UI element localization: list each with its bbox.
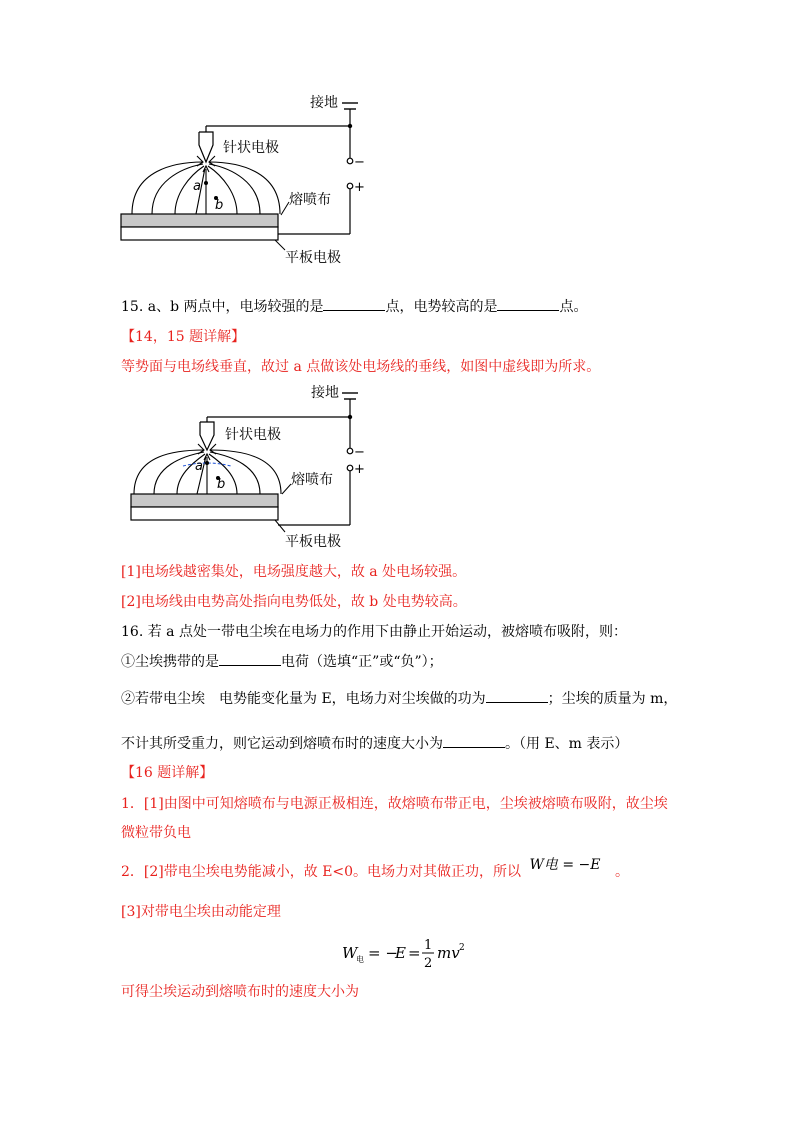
solution-16-line-4: [3]对带电尘埃由动能定理 [121, 904, 281, 920]
solution-14-15-heading: 【14，15 题详解】 [121, 329, 246, 345]
solution-16-line-3-b: 。 [614, 864, 629, 880]
cloth-label: 熔喷布 [289, 192, 331, 208]
point-b-label: b [215, 198, 224, 213]
work-energy-formula [340, 934, 500, 974]
electrode-diagram-1 [115, 90, 375, 270]
q15-text-3: 点。 [559, 299, 588, 315]
solution-14-15-intro: 等势面与电场线垂直，故过 a 点做该处电场线的垂线，如图中虚线即为所求。 [121, 359, 601, 375]
q16-p1-b: 电荷（选填“正”或“负”）； [281, 654, 443, 670]
point-b-label-2: b [217, 477, 226, 492]
q16-p3-a: 不计其所受重力，则它运动到熔喷布时的速度大小为 [121, 736, 443, 752]
svg-text:= −: = − [368, 944, 398, 962]
q16-p1-a: ①尘埃携带的是 [121, 654, 219, 670]
q15-number: 15. [121, 299, 144, 315]
solution-16-line-2: 微粒带负电 [121, 825, 191, 841]
ground-label: 接地 [310, 95, 338, 111]
solution-16-line-1: 1．[1]由图中可知熔喷布与电源正极相连，故熔喷布带正电，尘埃被熔喷布吸附，故尘埃 [121, 796, 668, 812]
svg-text:2: 2 [459, 943, 465, 953]
q16-p3-b: 。（用 E、m 表示） [505, 736, 629, 752]
plus-label: + [354, 180, 365, 195]
question-16-part-3 [121, 733, 628, 754]
q16-p2-a: ②若带电尘埃 电势能变化量为 E，电场力对尘埃做的功为 [121, 691, 486, 707]
blank-15-2[interactable] [497, 296, 559, 311]
solution-14-15-answer-2: [2]电场线由电势高处指向电势低处，故 b 处电势较高。 [121, 594, 467, 610]
minus-label-2: − [354, 445, 365, 460]
figure-top [115, 90, 375, 270]
svg-text:电: 电 [356, 955, 364, 964]
plus-label-2: + [354, 462, 365, 477]
solution-16-heading: 【16 题详解】 [121, 765, 214, 781]
needle-label: 针状电极 [223, 140, 279, 156]
figure-solution [125, 380, 385, 565]
blank-16-3[interactable] [443, 733, 505, 748]
electrode-diagram-2 [125, 380, 385, 565]
cloth-label-2: 熔喷布 [291, 472, 333, 488]
svg-text:mv: mv [437, 944, 460, 962]
needle-label-2: 针状电极 [225, 427, 281, 443]
q15-text-2: 点，电势较高的是 [385, 299, 498, 315]
point-a-label-2: a [195, 459, 203, 474]
question-16-part-1 [121, 651, 443, 672]
main-formula [340, 934, 500, 974]
question-16-part-2 [121, 688, 677, 709]
solution-16-line-5: 可得尘埃运动到熔喷布时的速度大小为 [121, 984, 359, 1000]
point-a-label: a [193, 179, 201, 194]
ground-label-2: 接地 [311, 385, 339, 401]
blank-16-2[interactable] [486, 688, 548, 703]
question-15 [121, 296, 587, 317]
question-16-stem: 16. 若 a 点处一带电尘埃在电场力的作用下由静止开始运动，被熔喷布吸附，则： [121, 624, 627, 640]
solution-16-line-3-a: 2．[2]带电尘埃电势能减小，故 E<0。电场力对其做正功，所以 [121, 864, 522, 880]
svg-text:1: 1 [424, 938, 433, 953]
plate-label: 平板电极 [285, 250, 341, 266]
inline-formula: W电 = −E [529, 857, 601, 873]
svg-text:2: 2 [424, 956, 433, 971]
solution-16-line-3 [121, 857, 629, 882]
blank-15-1[interactable] [323, 296, 385, 311]
svg-text:=: = [408, 944, 421, 962]
q15-text-1: a、b 两点中，电场较强的是 [147, 299, 324, 315]
q16-p2-b: ；尘埃的质量为 m， [547, 691, 678, 707]
svg-text:E: E [395, 944, 406, 962]
svg-text:W: W [342, 944, 358, 962]
minus-label: − [354, 155, 365, 170]
blank-16-1[interactable] [219, 651, 281, 666]
solution-14-15-answer-1: [1]电场线越密集处，电场强度越大，故 a 处电场较强。 [121, 564, 467, 580]
plate-label-2: 平板电极 [285, 534, 341, 550]
